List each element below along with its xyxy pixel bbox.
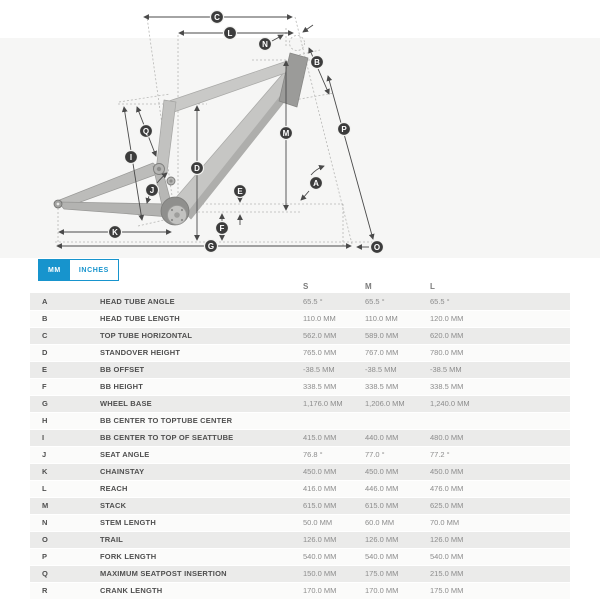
geometry-diagram	[0, 0, 600, 258]
row-name: BB HEIGHT	[100, 382, 144, 391]
row-letter: P	[42, 552, 48, 561]
value-m: 615.0 MM	[365, 501, 399, 510]
stem-spacer-outline	[290, 36, 305, 51]
value-m: -38.5 MM	[365, 365, 397, 374]
table-header-row	[30, 280, 570, 293]
row-name: STACK	[100, 501, 127, 510]
row-letter: E	[42, 365, 48, 374]
row-name: REACH	[100, 484, 128, 493]
value-l: 620.0 MM	[430, 331, 464, 340]
value-m: 77.0 °	[365, 450, 385, 459]
row-letter: D	[42, 348, 48, 357]
row-name: WHEEL BASE	[100, 399, 152, 408]
measurement-arrows	[57, 17, 373, 247]
row-name: BB CENTER TO TOPTUBE CENTER	[100, 416, 233, 425]
diagram-label-letter: G	[207, 241, 215, 251]
table-row	[30, 310, 570, 327]
table-row	[30, 293, 570, 310]
diagram-label-letter: D	[194, 163, 200, 173]
row-letter: B	[42, 314, 48, 323]
table-row	[30, 463, 570, 480]
table-row	[30, 497, 570, 514]
geometry-table-body	[30, 293, 570, 599]
row-name: HEAD TUBE LENGTH	[100, 314, 180, 323]
value-m: 175.0 MM	[365, 569, 399, 578]
value-m: 440.0 MM	[365, 433, 399, 442]
value-m: 589.0 MM	[365, 331, 399, 340]
table-row	[30, 412, 570, 429]
table-row	[30, 514, 570, 531]
diagram-label-letter: C	[214, 12, 220, 22]
value-l: 175.0 MM	[430, 586, 464, 595]
row-name: BB OFFSET	[100, 365, 145, 374]
table-row	[30, 429, 570, 446]
header-size-m: M	[365, 282, 372, 291]
value-l: 215.0 MM	[430, 569, 464, 578]
header-size-s: S	[303, 282, 309, 291]
value-s	[303, 412, 365, 429]
header-name-spacer	[100, 280, 303, 293]
units-inches-button[interactable]: INCHES	[70, 260, 118, 280]
value-l: 65.5 °	[430, 296, 450, 306]
value-l: 70.0 MM	[430, 518, 460, 527]
row-name: STANDOVER HEIGHT	[100, 348, 181, 357]
value-l: 540.0 MM	[430, 552, 464, 561]
diagram-label-letter: I	[129, 152, 133, 162]
header-size-l: L	[430, 282, 435, 291]
row-letter: A	[42, 296, 48, 306]
row-name: TOP TUBE HORIZONTAL	[100, 331, 193, 340]
value-m: 767.0 MM	[365, 348, 399, 357]
value-m: 110.0 MM	[365, 314, 398, 323]
header-letter-spacer	[30, 280, 100, 293]
row-letter: L	[42, 484, 47, 493]
value-s: 562.0 MM	[303, 331, 337, 340]
value-l: 780.0 MM	[430, 348, 464, 357]
value-m: 65.5 °	[365, 296, 385, 306]
table-row	[30, 565, 570, 582]
diagram-label-letter: M	[282, 128, 290, 138]
crank-axle	[174, 212, 180, 218]
table-row	[30, 344, 570, 361]
value-s: -38.5 MM	[303, 365, 335, 374]
diagram-label-letter: E	[237, 186, 243, 196]
value-m: 450.0 MM	[365, 467, 399, 476]
row-name: MAXIMUM SEATPOST INSERTION	[100, 569, 227, 578]
table-row	[30, 582, 570, 599]
construction-lines	[55, 17, 378, 248]
diagram-label-letter: L	[227, 28, 233, 38]
diagram-label-letter: K	[112, 227, 118, 237]
value-s: 126.0 MM	[303, 535, 337, 544]
value-m: 1,206.0 MM	[365, 399, 405, 408]
table-row	[30, 446, 570, 463]
row-letter: I	[42, 433, 45, 442]
geometry-table	[30, 280, 570, 600]
value-s: 416.0 MM	[303, 484, 337, 493]
value-s: 65.5 °	[303, 296, 323, 306]
row-letter: F	[42, 382, 47, 391]
row-letter: K	[42, 467, 48, 476]
bike-frame-illustration	[54, 53, 308, 225]
row-letter: R	[42, 586, 48, 595]
value-s: 1,176.0 MM	[303, 399, 343, 408]
diagram-label-letter: B	[314, 57, 320, 67]
value-m: 446.0 MM	[365, 484, 399, 493]
table-row	[30, 327, 570, 344]
value-l: 625.0 MM	[430, 501, 464, 510]
diagram-label-letter: P	[341, 124, 347, 134]
dropout-hole	[57, 203, 60, 206]
value-l: 338.5 MM	[430, 382, 464, 391]
value-m	[365, 412, 430, 429]
value-s: 338.5 MM	[303, 382, 337, 391]
row-name: CHAINSTAY	[100, 467, 145, 476]
row-letter: Q	[42, 569, 48, 578]
table-row	[30, 480, 570, 497]
row-name: FORK LENGTH	[100, 552, 157, 561]
diagram-label-letter: Q	[142, 126, 150, 136]
value-s: 76.8 °	[303, 450, 323, 459]
row-name: BB CENTER TO TOP OF SEATTUBE	[100, 433, 234, 442]
value-l: 450.0 MM	[430, 467, 464, 476]
value-m: 338.5 MM	[365, 382, 399, 391]
value-l: -38.5 MM	[430, 365, 462, 374]
row-letter: H	[42, 416, 48, 425]
row-name: CRANK LENGTH	[100, 586, 163, 595]
value-l: 77.2 °	[430, 450, 450, 459]
row-letter: C	[42, 331, 48, 340]
seat-tube	[156, 100, 176, 173]
diagram-label-letter: N	[262, 39, 268, 49]
value-m: 60.0 MM	[365, 518, 395, 527]
row-letter: M	[42, 501, 49, 510]
row-letter: O	[42, 535, 48, 544]
value-l: 480.0 MM	[430, 433, 464, 442]
value-s: 615.0 MM	[303, 501, 337, 510]
diagram-label-letter: O	[373, 242, 381, 252]
value-l: 126.0 MM	[430, 535, 464, 544]
value-l	[430, 412, 570, 429]
diagram-label-letter: F	[219, 223, 225, 233]
value-s: 450.0 MM	[303, 467, 337, 476]
value-l: 476.0 MM	[430, 484, 464, 493]
table-row	[30, 361, 570, 378]
value-m: 170.0 MM	[365, 586, 399, 595]
row-name: HEAD TUBE ANGLE	[100, 296, 175, 306]
units-toggle	[38, 259, 119, 281]
value-m: 126.0 MM	[365, 535, 399, 544]
value-s: 540.0 MM	[303, 552, 337, 561]
row-letter: N	[42, 518, 48, 527]
table-row	[30, 531, 570, 548]
table-row	[30, 378, 570, 395]
value-m: 540.0 MM	[365, 552, 399, 561]
value-l: 1,240.0 MM	[430, 399, 470, 408]
value-s: 110.0 MM	[303, 314, 336, 323]
value-s: 150.0 MM	[303, 569, 337, 578]
diagram-label-letter: J	[149, 185, 155, 195]
value-s: 50.0 MM	[303, 518, 333, 527]
value-l: 120.0 MM	[430, 314, 464, 323]
row-name: SEAT ANGLE	[100, 450, 150, 459]
row-letter: G	[42, 399, 48, 408]
value-s: 415.0 MM	[303, 433, 337, 442]
row-name: STEM LENGTH	[100, 518, 156, 527]
diagram-label-letter: A	[313, 178, 319, 188]
table-row	[30, 395, 570, 412]
row-letter: J	[42, 450, 47, 459]
units-mm-button[interactable]: MM	[39, 260, 70, 280]
chain-stay	[58, 202, 170, 217]
value-s: 170.0 MM	[303, 586, 337, 595]
table-row	[30, 548, 570, 565]
row-name: TRAIL	[100, 535, 124, 544]
value-s: 765.0 MM	[303, 348, 337, 357]
